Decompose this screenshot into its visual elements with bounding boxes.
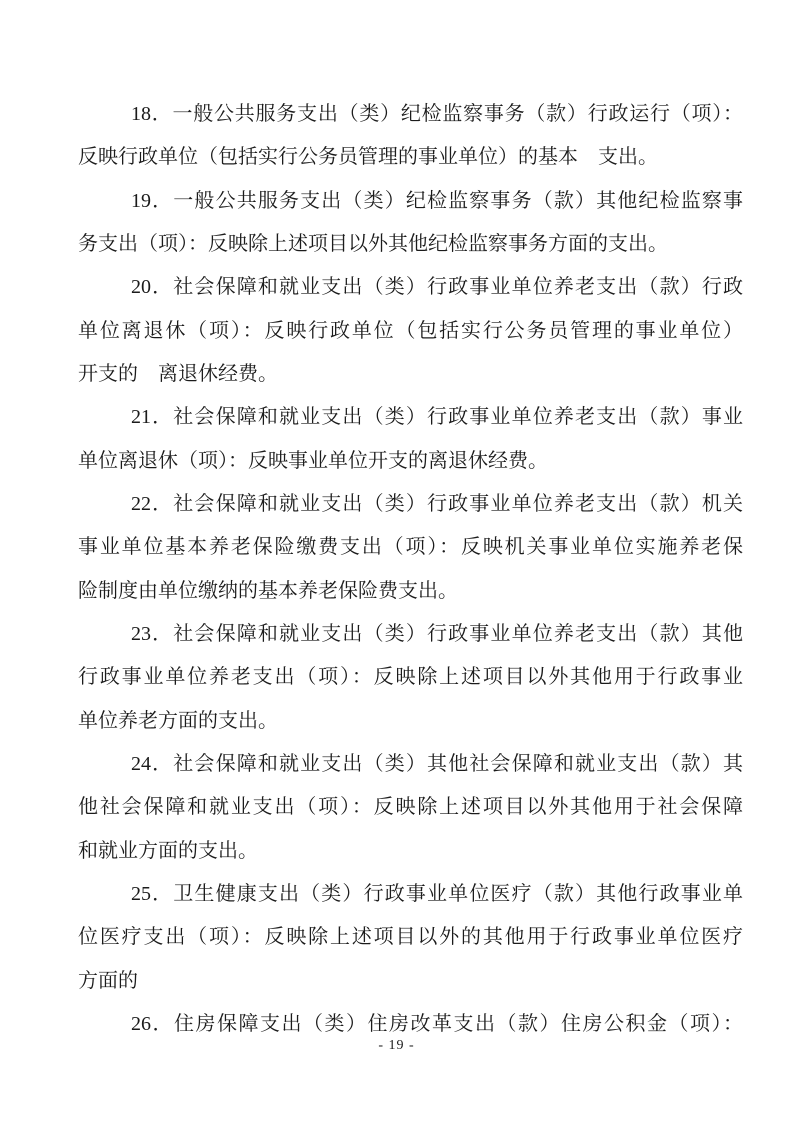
text-line: 23．社会保障和就业支出（类）行政事业单位养老支出（款）其他	[131, 622, 743, 645]
text-line: 单位离退休（项）：反映行政单位（包括实行公务员管理的事业单位）	[78, 319, 743, 342]
text-line: 21．社会保障和就业支出（类）行政事业单位养老支出（款）事业	[131, 406, 743, 429]
text-line: 单位养老方面的支出。	[78, 709, 278, 732]
text-line: 反映行政单位（包括实行公务员管理的事业单位）的基本 支出。	[78, 146, 658, 169]
document-body	[78, 93, 743, 1046]
text-line: 24．社会保障和就业支出（类）其他社会保障和就业支出（款）其	[131, 752, 743, 775]
text-line: 开支的 离退休经费。	[78, 362, 278, 385]
text-line: 25．卫生健康支出（类）行政事业单位医疗（款）其他行政事业单	[131, 882, 743, 905]
text-line: 方面的	[78, 969, 138, 992]
text-line: 务支出（项）：反映除上述项目以外其他纪检监察事务方面的支出。	[78, 232, 668, 255]
text-line: 22．社会保障和就业支出（类）行政事业单位养老支出（款）机关	[131, 492, 743, 515]
text-line: 行政事业单位养老支出（项）：反映除上述项目以外其他用于行政事业	[78, 666, 743, 689]
text-line: 20．社会保障和就业支出（类）行政事业单位养老支出（款）行政	[131, 276, 743, 299]
text-line: 事业单位基本养老保险缴费支出（项）：反映机关事业单位实施养老保	[78, 536, 743, 559]
text-line: 位医疗支出（项）：反映除上述项目以外的其他用于行政事业单位医疗	[78, 926, 743, 949]
text-line: 26．住房保障支出（类）住房改革支出（款）住房公积金（项）：	[131, 1012, 743, 1035]
text-line: 单位离退休（项）：反映事业单位开支的离退休经费。	[78, 449, 548, 472]
text-line: 和就业方面的支出。	[78, 839, 258, 862]
text-line: 18．一般公共服务支出（类）纪检监察事务（款）行政运行（项）：	[131, 103, 743, 125]
text-line: 险制度由单位缴纳的基本养老保险费支出。	[78, 579, 458, 602]
text-line: 19．一般公共服务支出（类）纪检监察事务（款）其他纪检监察事	[131, 189, 743, 212]
text-line: 他社会保障和就业支出（项）：反映除上述项目以外其他用于社会保障	[78, 796, 743, 819]
page-number: - 19 -	[378, 1038, 415, 1053]
